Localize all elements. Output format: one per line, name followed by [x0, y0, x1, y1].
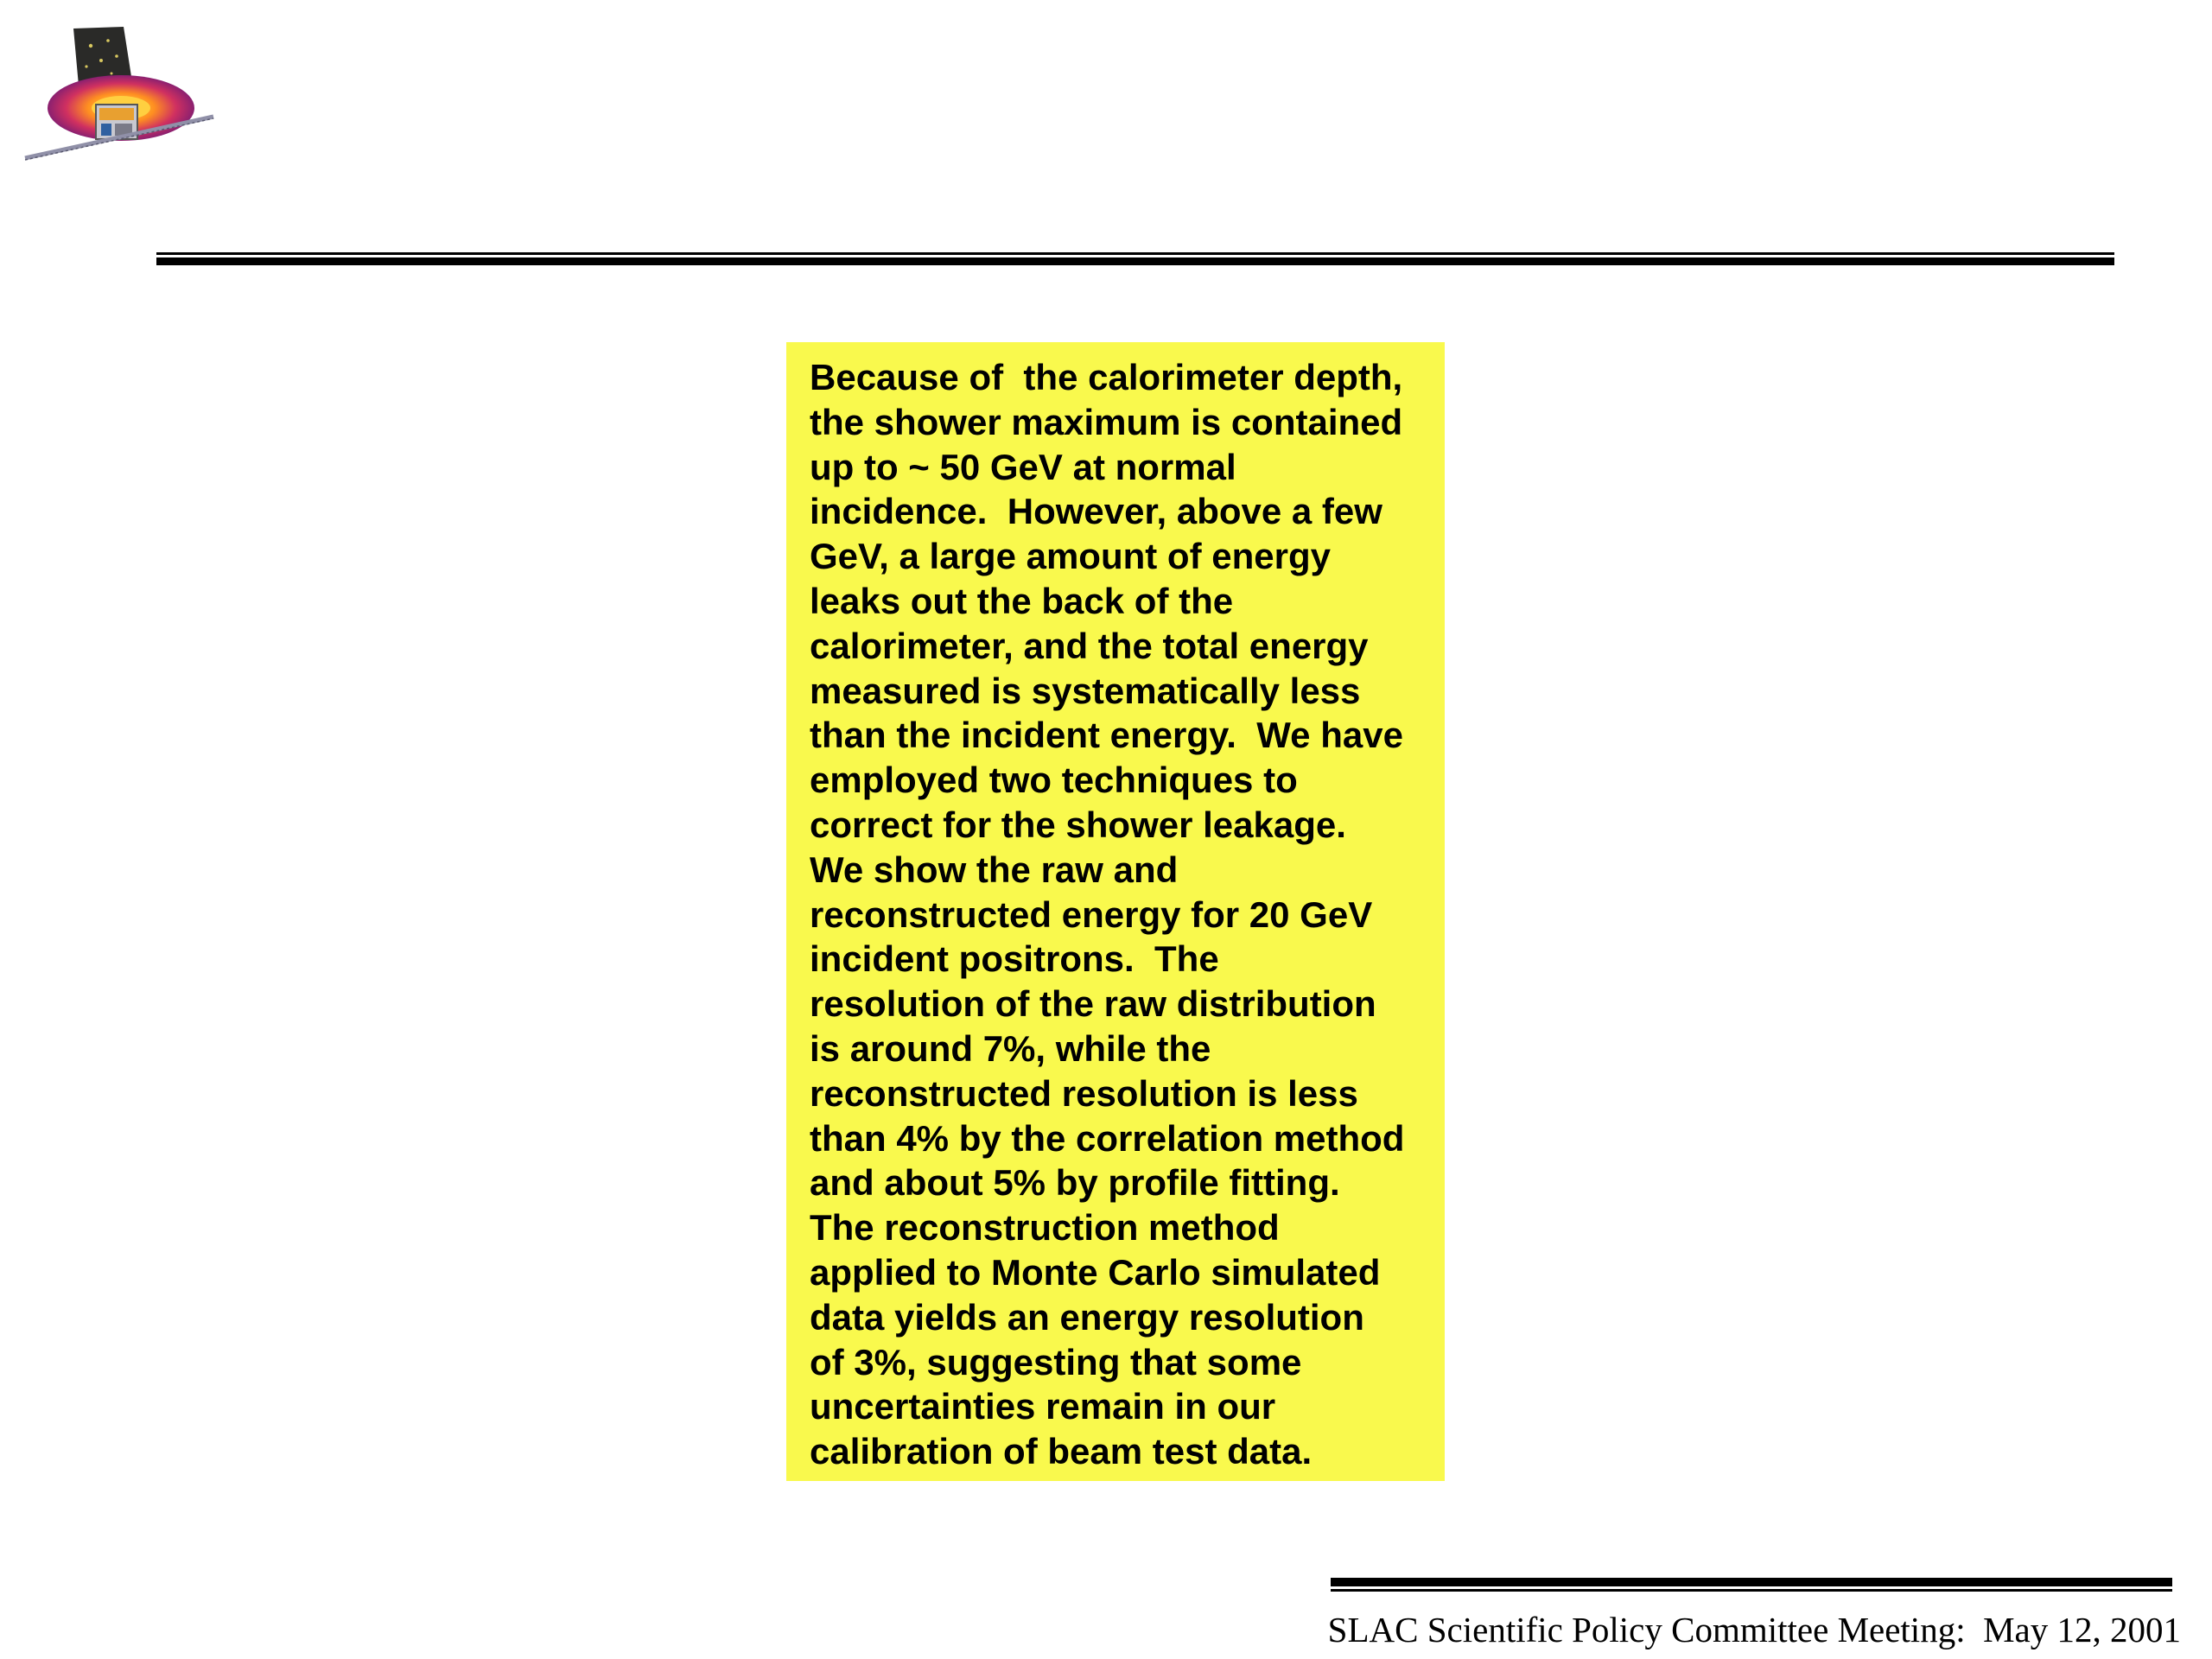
description-text: Because of the calorimeter depth, the shower maximum is contained up to ~ 50 GeV at normal incidence. However, above a few GeV, a large amount of energy leaks out the back of the calorimeter, and the total energy measured is systematically less than the incident energy. We have employed two techniques to correct for the shower leakage. We show the raw and reconstructed energy for 20 GeV incident positrons. The resolution of the raw distribution is around 7%, while the reconstructed resolution is less than 4% by the correlation method and about 5% by profile fitting. The reconstruction method applied to Monte Carlo simulated data yields an energy resolution of 3%, suggesting that some uncertainties remain in our calibration of beam test data. [810, 357, 1405, 1472]
description-box [786, 342, 1445, 1481]
header-divider [156, 252, 2114, 265]
footer-divider [1331, 1578, 2172, 1592]
footer-text: SLAC Scientific Policy Committee Meeting: May 12, 2001 [1327, 1610, 2181, 1649]
glast-satellite-logo-icon [22, 22, 220, 168]
